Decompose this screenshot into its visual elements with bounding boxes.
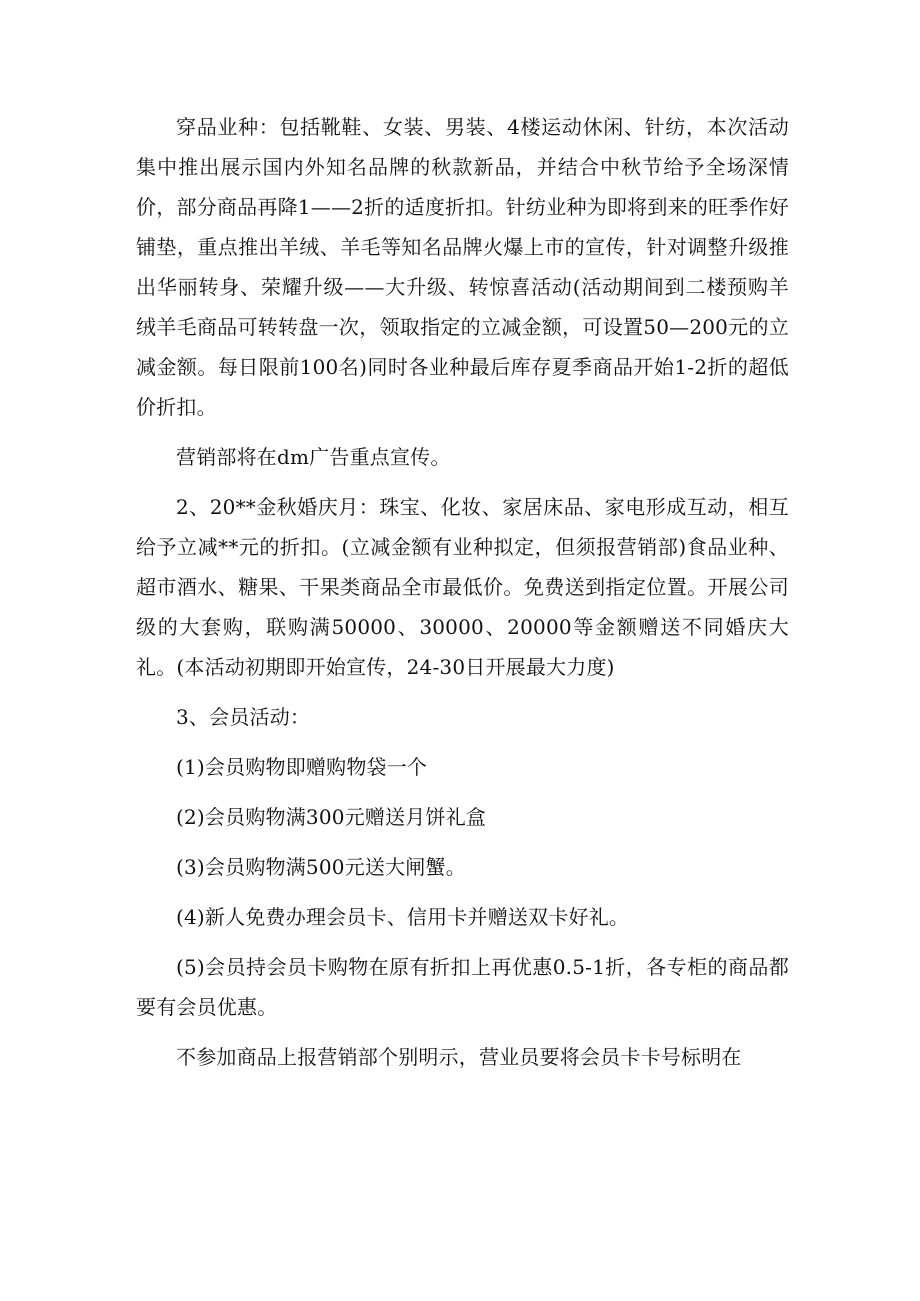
document-body (136, 107, 789, 1077)
paragraph-member-activities-heading: 3、会员活动： (176, 705, 311, 729)
paragraph-apparel-categories: 穿品业种：包括靴鞋、女装、男装、4楼运动休闲、针纺，本次活动集中推出展示国内外知名品牌的秋款新品，并结合中秋节给予全场深情价，部分商品再降1——2折的适度折扣。针纺业种为即将到来的旺季作好铺垫，重点推出羊绒、羊毛等知名品牌火爆上市的宣传，针对调整升级推出华丽转身、荣耀升级——大升级、转惊喜活动(活动期间到二楼预购羊绒羊毛商品可转转盘一次，领取指定的立减金额，可设置50—200元的立减金额。每日限前100名)同时各业种最后库存夏季商品开始1-2折的超低价折扣。 (136, 115, 789, 419)
list-item-member-bag: (1)会员购物即赠购物袋一个 (176, 755, 428, 779)
paragraph-dm-advertising: 营销部将在dm广告重点宣传。 (176, 445, 451, 469)
list-item-member-discount: (5)会员持会员卡购物在原有折扣上再优惠0.5-1折，各专柜的商品都要有会员优惠。 (136, 955, 789, 1019)
list-item-new-member-card: (4)新人免费办理会员卡、信用卡并赠送双卡好礼。 (176, 905, 630, 929)
list-item-member-crab: (3)会员购物满500元送大闸蟹。 (176, 855, 466, 879)
paragraph-wedding-month: 2、20**金秋婚庆月：珠宝、化妆、家居床品、家电形成互动，相互给予立减**元的折扣。(立减金额有业种拟定，但须报营销部)食品业种、超市酒水、糖果、干果类商品全市最低价。免费送到指定位置。开展公司级的大套购，联购满50000、30000、20000等金额赠送不同婚庆大礼。(本活动初期即开始宣传，24-30日开展最大力度) (136, 495, 789, 679)
paragraph-non-participating: 不参加商品上报营销部个别明示，营业员要将会员卡卡号标明在 (176, 1045, 742, 1069)
list-item-member-mooncake: (2)会员购物满300元赠送月饼礼盒 (176, 805, 487, 829)
